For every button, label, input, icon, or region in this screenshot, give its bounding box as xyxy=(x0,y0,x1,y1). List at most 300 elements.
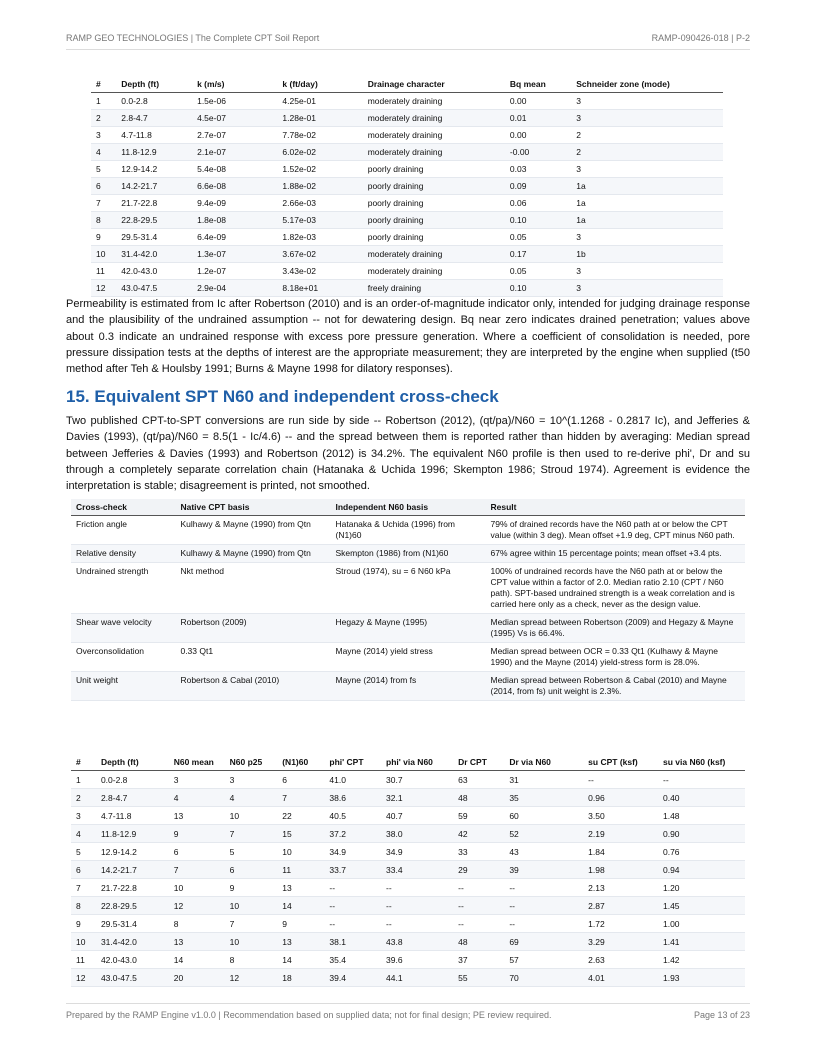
table-cell: 12.9-14.2 xyxy=(96,843,169,861)
table-cell: 8 xyxy=(71,897,96,915)
table-cell: 2.8-4.7 xyxy=(116,110,192,127)
table-cell: 11 xyxy=(277,861,324,879)
table-cell: 2.8-4.7 xyxy=(96,789,169,807)
table-cell: 41.0 xyxy=(324,771,381,789)
table-cell: 4.7-11.8 xyxy=(96,807,169,825)
table-cell: 38.1 xyxy=(324,933,381,951)
table-cell: 4 xyxy=(71,825,96,843)
table-row xyxy=(91,93,723,110)
table-cell: Median spread between OCR = 0.33 Qt1 (Kulhawy & Mayne 1990) and the Mayne (2014) yield-stress form is 28.0%. xyxy=(486,643,746,672)
table-cell: Overconsolidation xyxy=(71,643,175,672)
table-row xyxy=(71,951,745,969)
table-cell: 1.52e-02 xyxy=(277,161,362,178)
table-cell: 2.19 xyxy=(583,825,658,843)
table-cell: 2.63 xyxy=(583,951,658,969)
table-row xyxy=(91,229,723,246)
table-cell: 1.72 xyxy=(583,915,658,933)
table-cell: 1b xyxy=(571,246,723,263)
table-cell: 42.0-43.0 xyxy=(96,951,169,969)
table-cell: Unit weight xyxy=(71,672,175,701)
table-row xyxy=(71,969,745,987)
table-cell: 6.4e-09 xyxy=(192,229,277,246)
table-row xyxy=(91,144,723,161)
table-cell: 1.20 xyxy=(658,879,745,897)
table-cell: 1.41 xyxy=(658,933,745,951)
table-cell: 0.0-2.8 xyxy=(96,771,169,789)
section-heading: 15. Equivalent SPT N60 and independent cross-check xyxy=(66,387,499,406)
table-header-row xyxy=(71,499,745,516)
table-cell: Kulhawy & Mayne (1990) from Qtn xyxy=(175,545,330,563)
table-cell: Mayne (2014) from fs xyxy=(330,672,485,701)
table-cell: 11.8-12.9 xyxy=(96,825,169,843)
table-row xyxy=(91,178,723,195)
table-row xyxy=(71,825,745,843)
table-cell: 7 xyxy=(225,915,278,933)
table-cell: moderately draining xyxy=(363,127,505,144)
header-right: RAMP-090426-018 | P-2 xyxy=(651,33,750,43)
table-cell: 0.06 xyxy=(505,195,571,212)
table-cell: Skempton (1986) from (N1)60 xyxy=(330,545,485,563)
table-cell: 1.2e-07 xyxy=(192,263,277,280)
table-cell: 3 xyxy=(571,161,723,178)
table-cell: 37 xyxy=(453,951,504,969)
table-cell: 5.4e-08 xyxy=(192,161,277,178)
table-row xyxy=(91,246,723,263)
table-row xyxy=(71,789,745,807)
table-cell: 5 xyxy=(71,843,96,861)
column-header: k (m/s) xyxy=(192,76,277,93)
table-cell: -- xyxy=(658,771,745,789)
column-header: Depth (ft) xyxy=(96,753,169,771)
table-cell: 2.7e-07 xyxy=(192,127,277,144)
table-cell: moderately draining xyxy=(363,93,505,110)
table-cell: -- xyxy=(381,879,453,897)
table-cell: 1.42 xyxy=(658,951,745,969)
table-cell: 1.98 xyxy=(583,861,658,879)
table-row xyxy=(71,879,745,897)
table-row xyxy=(71,545,745,563)
table-cell: 2 xyxy=(91,110,116,127)
table-cell: 11 xyxy=(91,263,116,280)
column-header: Dr CPT xyxy=(453,753,504,771)
table-cell: 4.5e-07 xyxy=(192,110,277,127)
table-cell: 3 xyxy=(571,93,723,110)
table-cell: 0.10 xyxy=(505,280,571,297)
table-cell: moderately draining xyxy=(363,263,505,280)
table-cell: 0.76 xyxy=(658,843,745,861)
table-cell: moderately draining xyxy=(363,144,505,161)
column-header: Schneider zone (mode) xyxy=(571,76,723,93)
table-cell: 42.0-43.0 xyxy=(116,263,192,280)
table-cell: -- xyxy=(583,771,658,789)
table-cell: 1 xyxy=(71,771,96,789)
table-cell: 1 xyxy=(91,93,116,110)
table-cell: 3 xyxy=(91,127,116,144)
table-cell: 7.78e-02 xyxy=(277,127,362,144)
table-cell: 21.7-22.8 xyxy=(116,195,192,212)
table-cell: 10 xyxy=(277,843,324,861)
table-cell: 1.8e-08 xyxy=(192,212,277,229)
table-cell: 34.9 xyxy=(381,843,453,861)
table-row xyxy=(91,212,723,229)
table-cell: Stroud (1974), su = 6 N60 kPa xyxy=(330,563,485,614)
table-cell: 9 xyxy=(225,879,278,897)
n60-table xyxy=(71,753,745,987)
table-cell: 39.6 xyxy=(381,951,453,969)
table-cell: 2 xyxy=(571,144,723,161)
table-cell: 3 xyxy=(71,807,96,825)
table-cell: 0.00 xyxy=(505,93,571,110)
column-header: # xyxy=(91,76,116,93)
table-cell: 42 xyxy=(453,825,504,843)
table-cell: 34.9 xyxy=(324,843,381,861)
table-cell: 1.28e-01 xyxy=(277,110,362,127)
table-cell: 9 xyxy=(71,915,96,933)
table-cell: 38.0 xyxy=(381,825,453,843)
table-cell: 0.17 xyxy=(505,246,571,263)
table-cell: 12 xyxy=(225,969,278,987)
footer-divider xyxy=(66,1003,750,1004)
table-cell: 79% of drained records have the N60 path at or below the CPT value (within 3 deg). Mean offset +1.9 deg, CPT minus N60 path. xyxy=(486,516,746,545)
table-row xyxy=(71,643,745,672)
table-cell: poorly draining xyxy=(363,178,505,195)
table-cell: 1.88e-02 xyxy=(277,178,362,195)
table-cell: Hatanaka & Uchida (1996) from (N1)60 xyxy=(330,516,485,545)
table-cell: 6 xyxy=(225,861,278,879)
table-cell: 12 xyxy=(71,969,96,987)
table-cell: 7 xyxy=(225,825,278,843)
table-cell: poorly draining xyxy=(363,229,505,246)
table-cell: 1.82e-03 xyxy=(277,229,362,246)
table-cell: Relative density xyxy=(71,545,175,563)
table-cell: 6 xyxy=(169,843,225,861)
table-cell: freely draining xyxy=(363,280,505,297)
table-cell: -- xyxy=(381,915,453,933)
table-cell: 13 xyxy=(169,807,225,825)
table-cell: 20 xyxy=(169,969,225,987)
table-cell: 1a xyxy=(571,212,723,229)
table-cell: poorly draining xyxy=(363,195,505,212)
table-cell: 7 xyxy=(71,879,96,897)
table-cell: 60 xyxy=(504,807,583,825)
table-cell: 0.94 xyxy=(658,861,745,879)
table-cell: 2.66e-03 xyxy=(277,195,362,212)
table-row xyxy=(71,614,745,643)
table-cell: 31.4-42.0 xyxy=(96,933,169,951)
column-header: phi' CPT xyxy=(324,753,381,771)
table-cell: -- xyxy=(324,879,381,897)
table-cell: 0.09 xyxy=(505,178,571,195)
table-cell: 35.4 xyxy=(324,951,381,969)
table-cell: 29 xyxy=(453,861,504,879)
table-cell: 1.93 xyxy=(658,969,745,987)
column-header: Bq mean xyxy=(505,76,571,93)
table-cell: Shear wave velocity xyxy=(71,614,175,643)
table-row xyxy=(91,280,723,297)
table-cell: 3 xyxy=(225,771,278,789)
table-cell: 18 xyxy=(277,969,324,987)
table-cell: 0.05 xyxy=(505,229,571,246)
table-cell: 0.0-2.8 xyxy=(116,93,192,110)
cross-check-table xyxy=(71,499,745,701)
table-cell: 40.5 xyxy=(324,807,381,825)
footer-right: Page 13 of 23 xyxy=(693,1010,750,1020)
table-cell: -- xyxy=(504,897,583,915)
table-cell: Undrained strength xyxy=(71,563,175,614)
table-cell: -- xyxy=(504,879,583,897)
table-cell: 4 xyxy=(169,789,225,807)
table-cell: 43.8 xyxy=(381,933,453,951)
table-cell: 6 xyxy=(71,861,96,879)
table-cell: 0.05 xyxy=(505,263,571,280)
footer-left: Prepared by the RAMP Engine v1.0.0 | Recommendation based on supplied data; not for final design; PE review required. xyxy=(66,1010,552,1020)
table-row xyxy=(71,933,745,951)
table-cell: 38.6 xyxy=(324,789,381,807)
table-row xyxy=(91,161,723,178)
table-cell: 21.7-22.8 xyxy=(96,879,169,897)
table-cell: 6 xyxy=(277,771,324,789)
table-cell: 30.7 xyxy=(381,771,453,789)
column-header: N60 mean xyxy=(169,753,225,771)
table-cell: 1a xyxy=(571,178,723,195)
table-cell: 33.7 xyxy=(324,861,381,879)
table-cell: -- xyxy=(504,915,583,933)
table-cell: 1.3e-07 xyxy=(192,246,277,263)
table-cell: 31.4-42.0 xyxy=(116,246,192,263)
table-cell: 4 xyxy=(225,789,278,807)
table-row xyxy=(71,672,745,701)
table-cell: 4.01 xyxy=(583,969,658,987)
column-header: phi' via N60 xyxy=(381,753,453,771)
table-cell: 13 xyxy=(277,879,324,897)
table-cell: 4.7-11.8 xyxy=(116,127,192,144)
table-cell: 12.9-14.2 xyxy=(116,161,192,178)
table-cell: 3.67e-02 xyxy=(277,246,362,263)
column-header: Cross-check xyxy=(71,499,175,516)
page-header xyxy=(66,33,750,43)
table-cell: 7 xyxy=(277,789,324,807)
table-cell: 0.33 Qt1 xyxy=(175,643,330,672)
table-cell: poorly draining xyxy=(363,212,505,229)
table-cell: 29.5-31.4 xyxy=(116,229,192,246)
table-cell: 2 xyxy=(571,127,723,144)
table-cell: 2 xyxy=(71,789,96,807)
table-cell: 10 xyxy=(91,246,116,263)
table-row xyxy=(71,843,745,861)
table-cell: 14.2-21.7 xyxy=(116,178,192,195)
table-cell: Robertson & Cabal (2010) xyxy=(175,672,330,701)
column-header: su via N60 (ksf) xyxy=(658,753,745,771)
table-row xyxy=(71,897,745,915)
column-header: Depth (ft) xyxy=(116,76,192,93)
table-cell: 6.6e-08 xyxy=(192,178,277,195)
table-cell: 22.8-29.5 xyxy=(96,897,169,915)
header-divider xyxy=(66,49,750,50)
page-footer xyxy=(66,1010,750,1020)
table-cell: 12 xyxy=(91,280,116,297)
column-header: N60 p25 xyxy=(225,753,278,771)
column-header: Result xyxy=(486,499,746,516)
table-cell: Kulhawy & Mayne (1990) from Qtn xyxy=(175,516,330,545)
table-cell: 39.4 xyxy=(324,969,381,987)
table-cell: 40.7 xyxy=(381,807,453,825)
table-cell: 8 xyxy=(169,915,225,933)
table-cell: 1.48 xyxy=(658,807,745,825)
table-cell: 55 xyxy=(453,969,504,987)
table-cell: 3 xyxy=(571,280,723,297)
table-row xyxy=(71,807,745,825)
column-header: su CPT (ksf) xyxy=(583,753,658,771)
table-cell: 100% of undrained records have the N60 path at or below the CPT value within a factor of 2.0. Median ratio 2.10 (CPT / N60 path). SPT-based undrained strength is a weak correlation and is carried here only as a check, never as the design value. xyxy=(486,563,746,614)
table-cell: 63 xyxy=(453,771,504,789)
table-cell: 2.13 xyxy=(583,879,658,897)
table-cell: 3 xyxy=(571,263,723,280)
table-cell: 10 xyxy=(225,897,278,915)
table-cell: 13 xyxy=(277,933,324,951)
table-cell: 0.00 xyxy=(505,127,571,144)
table-cell: 10 xyxy=(225,933,278,951)
table-cell: poorly draining xyxy=(363,161,505,178)
table-cell: 10 xyxy=(169,879,225,897)
table-cell: Mayne (2014) yield stress xyxy=(330,643,485,672)
table-cell: Median spread between Robertson & Cabal (2010) and Mayne (2014, from fs) unit weight is 2.3%. xyxy=(486,672,746,701)
table-cell: 22.8-29.5 xyxy=(116,212,192,229)
table-cell: 0.03 xyxy=(505,161,571,178)
table-row xyxy=(71,771,745,789)
table-cell: Hegazy & Mayne (1995) xyxy=(330,614,485,643)
table-cell: 0.90 xyxy=(658,825,745,843)
table-cell: 33 xyxy=(453,843,504,861)
table-cell: 9 xyxy=(91,229,116,246)
column-header: (N1)60 xyxy=(277,753,324,771)
table-cell: 1a xyxy=(571,195,723,212)
table-cell: 2.87 xyxy=(583,897,658,915)
table-cell: 6 xyxy=(91,178,116,195)
table-cell: 12 xyxy=(169,897,225,915)
table-cell: 3.29 xyxy=(583,933,658,951)
table-cell: 14.2-21.7 xyxy=(96,861,169,879)
table-cell: 9.4e-09 xyxy=(192,195,277,212)
table-cell: 15 xyxy=(277,825,324,843)
table-cell: 43.0-47.5 xyxy=(96,969,169,987)
table-cell: 1.84 xyxy=(583,843,658,861)
table-cell: 39 xyxy=(504,861,583,879)
table-cell: 5 xyxy=(225,843,278,861)
table-cell: 11.8-12.9 xyxy=(116,144,192,161)
table-cell: 5 xyxy=(91,161,116,178)
table-cell: 14 xyxy=(169,951,225,969)
table-cell: -0.00 xyxy=(505,144,571,161)
table-cell: 11 xyxy=(71,951,96,969)
table-cell: Robertson (2009) xyxy=(175,614,330,643)
table-row xyxy=(71,563,745,614)
table-cell: 14 xyxy=(277,951,324,969)
table-cell: Nkt method xyxy=(175,563,330,614)
table-cell: 43.0-47.5 xyxy=(116,280,192,297)
table-row xyxy=(91,263,723,280)
table-cell: 44.1 xyxy=(381,969,453,987)
column-header: k (ft/day) xyxy=(277,76,362,93)
table-cell: 35 xyxy=(504,789,583,807)
table-cell: -- xyxy=(381,897,453,915)
table-cell: 33.4 xyxy=(381,861,453,879)
table-cell: 31 xyxy=(504,771,583,789)
table-cell: 37.2 xyxy=(324,825,381,843)
column-header: Dr via N60 xyxy=(504,753,583,771)
table-cell: 48 xyxy=(453,933,504,951)
table-header-row xyxy=(91,76,723,93)
table-row xyxy=(91,195,723,212)
table-cell: moderately draining xyxy=(363,246,505,263)
table-cell: 0.96 xyxy=(583,789,658,807)
table-cell: 59 xyxy=(453,807,504,825)
column-header: Independent N60 basis xyxy=(330,499,485,516)
table-cell: 14 xyxy=(277,897,324,915)
table-row xyxy=(71,915,745,933)
table-cell: 3.50 xyxy=(583,807,658,825)
table-cell: 9 xyxy=(169,825,225,843)
table-cell: 32.1 xyxy=(381,789,453,807)
table-cell: 9 xyxy=(277,915,324,933)
table-cell: 4 xyxy=(91,144,116,161)
table-cell: 10 xyxy=(71,933,96,951)
table-cell: 7 xyxy=(169,861,225,879)
table-cell: 6.02e-02 xyxy=(277,144,362,161)
table-cell: 43 xyxy=(504,843,583,861)
table-cell: -- xyxy=(324,897,381,915)
table-cell: 3.43e-02 xyxy=(277,263,362,280)
table-cell: 70 xyxy=(504,969,583,987)
table-cell: 2.1e-07 xyxy=(192,144,277,161)
table-row xyxy=(91,127,723,144)
table-cell: 0.01 xyxy=(505,110,571,127)
table-cell: 3 xyxy=(169,771,225,789)
column-header: Drainage character xyxy=(363,76,505,93)
table-cell: 22 xyxy=(277,807,324,825)
column-header: Native CPT basis xyxy=(175,499,330,516)
table-cell: 48 xyxy=(453,789,504,807)
table-cell: 8.18e+01 xyxy=(277,280,362,297)
table-cell: -- xyxy=(453,915,504,933)
table-cell: 10 xyxy=(225,807,278,825)
table-cell: 69 xyxy=(504,933,583,951)
table-cell: 1.45 xyxy=(658,897,745,915)
table-cell: 4.25e-01 xyxy=(277,93,362,110)
table-row xyxy=(71,516,745,545)
table-cell: 3 xyxy=(571,229,723,246)
table-cell: 52 xyxy=(504,825,583,843)
table-cell: 67% agree within 15 percentage points; mean offset +3.4 pts. xyxy=(486,545,746,563)
column-header: # xyxy=(71,753,96,771)
table-cell: 29.5-31.4 xyxy=(96,915,169,933)
section-body: Two published CPT-to-SPT conversions are run side by side -- Robertson (2012), (qt/pa)/N60 = 10^(1.1268 - 0.2817 Ic), and Jefferies & Davies (1993), (qt/pa)/N60 = 8.5(1 - Ic/4.6) -- and the spread between them is reported rather than hidden by averaging: Median spread between Jefferies & Davies (1993) and Robertson (2012) is 34.2%. The equivalent N60 profile is then used to re-derive phi', Dr and su through a completely separate correlation chain (Hatanaka & Uchida 1996; Skempton 1986; Stroud 1974). Agreement is evidence the interpretation is stable; disagreement is printed, not smoothed. xyxy=(66,415,750,493)
table-cell: Friction angle xyxy=(71,516,175,545)
table-cell: 7 xyxy=(91,195,116,212)
table-cell: 5.17e-03 xyxy=(277,212,362,229)
table-row xyxy=(91,110,723,127)
table-cell: 8 xyxy=(91,212,116,229)
table-cell: 1.5e-06 xyxy=(192,93,277,110)
table-cell: Median spread between Robertson (2009) and Hegazy & Mayne (1995) Vs is 66.4%. xyxy=(486,614,746,643)
table-row xyxy=(71,861,745,879)
table-header-row xyxy=(71,753,745,771)
table-cell: 57 xyxy=(504,951,583,969)
table-cell: 0.40 xyxy=(658,789,745,807)
table-cell: 2.9e-04 xyxy=(192,280,277,297)
permeability-note: Permeability is estimated from Ic after Robertson (2010) and is an order-of-magnitude indicator only, intended for judging drainage response and the plausibility of the undrained assumption -- not for dewatering design. Bq near zero indicates drained penetration; values above about 0.3 indicate an undrained response with excess pore pressure generation. Where a coefficient of consolidation is needed, pore pressure dissipation tests at the depths of interest are the appropriate measurement; they are interpreted by the engine when supplied (t50 method after Teh & Houlsby 1991; Burns & Mayne 1998 for dilatory responses). xyxy=(66,298,750,376)
table-cell: -- xyxy=(453,879,504,897)
table-cell: -- xyxy=(453,897,504,915)
